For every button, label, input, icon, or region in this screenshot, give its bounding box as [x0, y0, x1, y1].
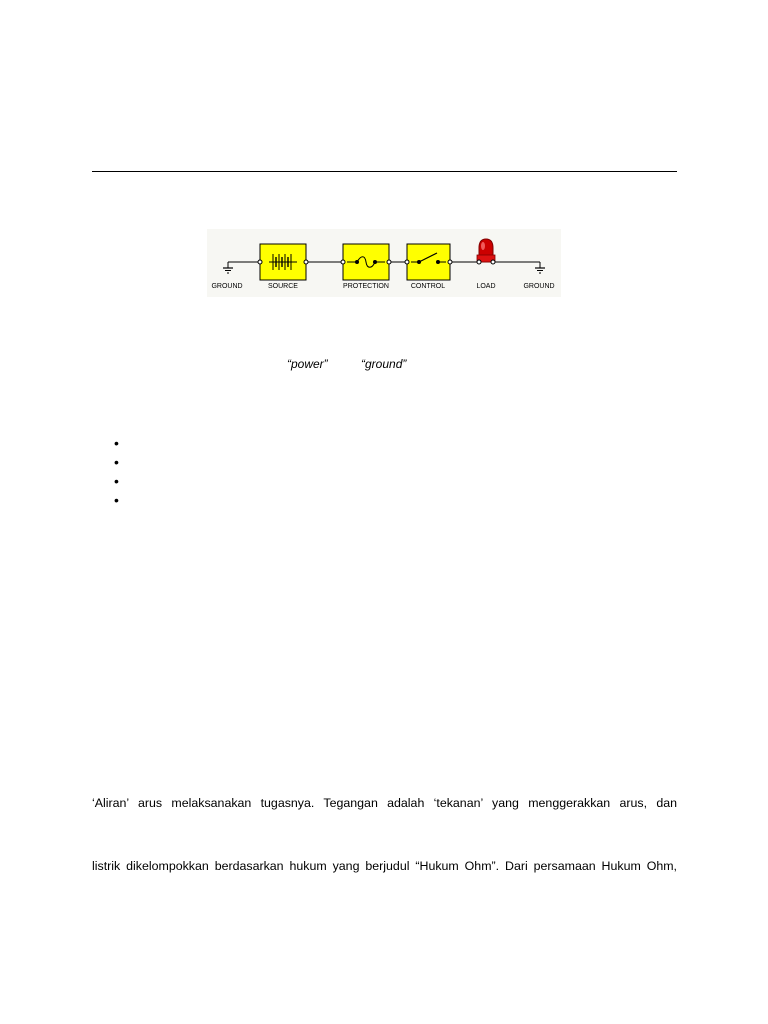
protection-fuse-icon: [341, 244, 391, 280]
label-source: SOURCE: [268, 283, 298, 290]
list-item: [114, 434, 119, 453]
list-item: [114, 453, 119, 472]
ground-right-icon: [535, 262, 545, 273]
bullet-marker: •: [114, 454, 119, 470]
horizontal-rule: [92, 171, 677, 172]
label-load: LOAD: [476, 283, 496, 290]
word-ground: “ground”: [361, 357, 407, 371]
label-control: CONTROL: [410, 283, 446, 290]
paragraph-line-1: ‘Aliran’ arus melaksanakan tugasnya. Tegangan adalah ‘tekanan’ yang menggerakkan arus, dan: [92, 796, 677, 810]
bullet-marker: •: [114, 435, 119, 451]
list-item: [114, 491, 119, 510]
label-protection: PROTECTION: [343, 283, 389, 290]
word-power: “power”: [287, 357, 328, 371]
list-item: [114, 472, 119, 491]
circuit-diagram-svg: [207, 229, 561, 297]
bullet-list: [114, 434, 119, 510]
circuit-diagram: [207, 229, 561, 297]
source-battery-icon: [258, 244, 308, 280]
bullet-marker: •: [114, 492, 119, 508]
label-ground-left: GROUND: [211, 283, 243, 290]
paragraph-line-2: listrik dikelompokkan berdasarkan hukum yang berjudul “Hukum Ohm”. Dari persamaan Hukum Ohm,: [92, 859, 677, 873]
ground-left-icon: [223, 262, 233, 273]
bullet-marker: •: [114, 473, 119, 489]
control-switch-icon: [405, 244, 452, 280]
load-lamp-icon: [477, 239, 495, 264]
label-ground-right: GROUND: [523, 283, 555, 290]
